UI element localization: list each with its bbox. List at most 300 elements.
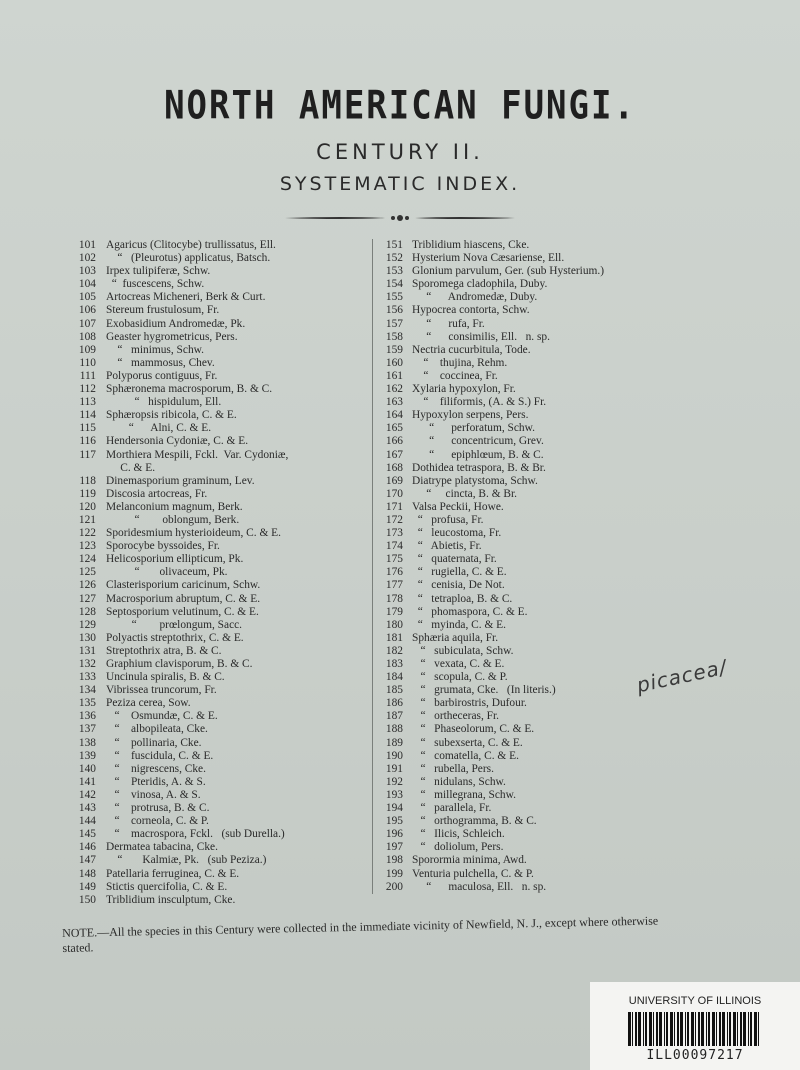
entry-number: 148: [78, 867, 96, 880]
index-entry: [375, 841, 675, 854]
entry-number: 174: [385, 540, 403, 553]
entry-name: “ comatella, C. & E.: [412, 749, 519, 762]
entry-number: 188: [385, 723, 403, 736]
index-entry: [375, 239, 675, 252]
index-entry: [375, 553, 675, 566]
entry-name: Sporormia minima, Awd.: [412, 854, 527, 867]
entry-number: 118: [79, 474, 96, 487]
entry-number: 193: [385, 788, 403, 801]
index-entry: [62, 619, 372, 632]
entry-name: “ myinda, C. & E.: [412, 618, 506, 631]
entry-number: 125: [78, 566, 96, 579]
entry-number: 153: [385, 265, 403, 278]
index-entry: [62, 658, 372, 671]
index-entry: [375, 514, 675, 527]
entry-name: Artocreas Micheneri, Berk & Curt.: [106, 291, 266, 304]
entry-number: 115: [79, 422, 96, 435]
index-entry: [62, 881, 372, 894]
entry-number: 143: [78, 802, 96, 815]
entry-number: 158: [385, 330, 403, 343]
index-entry: [375, 658, 675, 671]
index-entry: [375, 789, 675, 802]
entry-number: 167: [385, 448, 403, 461]
entry-number: 107: [78, 317, 96, 330]
entry-name: “ minimus, Schw.: [106, 343, 204, 356]
index-entry: [62, 593, 372, 606]
index-entry: [62, 750, 372, 763]
entry-name: “ vexata, C. & E.: [412, 658, 505, 670]
entry-name: “ consimilis, Ell. n. sp.: [412, 330, 550, 343]
entry-number: 105: [78, 291, 96, 304]
entry-number: 192: [385, 775, 403, 788]
index-heading: SYSTEMATIC INDEX.: [279, 173, 521, 195]
entry-number: 195: [385, 815, 403, 828]
entry-name: Hysterium Nova Cæsariense, Ell.: [412, 252, 565, 265]
entry-name: Uncinula spiralis, B. & C.: [106, 671, 225, 684]
entry-name: “ vinosa, A. & S.: [106, 788, 201, 801]
index-entry: [375, 671, 675, 684]
entry-number: 181: [385, 631, 403, 644]
entry-number: 139: [78, 749, 96, 762]
entry-name: “ Kalmiæ, Pk. (sub Peziza.): [106, 854, 267, 867]
entry-number: 173: [385, 527, 403, 540]
entry-name: C. & E.: [106, 461, 156, 474]
index-entry: [62, 449, 372, 462]
entry-number: 104: [78, 278, 96, 291]
entry-name: Venturia pulchella, C. & P.: [412, 867, 534, 880]
entry-number: 163: [385, 396, 403, 409]
index-entry: [375, 265, 675, 278]
entry-name: “ cincta, B. & Br.: [412, 487, 518, 500]
index-entry: [62, 422, 372, 435]
entry-name: Triblidium hiascens, Cke.: [412, 239, 530, 251]
entry-name: Agaricus (Clitocybe) trullissatus, Ell.: [106, 239, 276, 251]
entry-number: 183: [385, 658, 403, 670]
entry-name: Helicosporium ellipticum, Pk.: [106, 553, 244, 566]
index-entry: [62, 606, 372, 619]
index-entry: [375, 815, 675, 828]
entry-name: Diatrype platystoma, Schw.: [412, 474, 538, 487]
index-entry: [62, 396, 372, 409]
entry-number: 132: [78, 658, 96, 670]
index-entry: [375, 527, 675, 540]
index-entry: [62, 697, 372, 710]
entry-name: “ grumata, Cke. (In literis.): [412, 684, 556, 697]
entry-name: “ thujina, Rehm.: [412, 356, 508, 369]
entry-number: 184: [385, 671, 403, 684]
index-entry: [375, 462, 675, 475]
entry-number: 130: [78, 631, 96, 644]
index-entry: [62, 265, 372, 278]
entry-name: “ rugiella, C. & E.: [412, 566, 507, 579]
entry-name: “ Osmundæ, C. & E.: [106, 710, 218, 723]
entry-name: Sporocybe byssoides, Fr.: [106, 540, 220, 553]
index-entry: [62, 435, 372, 448]
entry-name: “ cenisia, De Not.: [412, 579, 505, 592]
entry-name: “ Andromedæ, Duby.: [412, 291, 538, 304]
index-entry: [375, 579, 675, 592]
entry-number: 128: [78, 605, 96, 618]
entry-number: 169: [385, 474, 403, 487]
entry-name: Clasterisporium caricinum, Schw.: [106, 579, 261, 592]
entry-name: “ Abietis, Fr.: [412, 540, 482, 553]
entry-name: Streptothrix atra, B. & C.: [106, 644, 222, 657]
entry-name: Xylaria hypoxylon, Fr.: [412, 383, 516, 396]
index-entry: [375, 370, 675, 383]
entry-number: 141: [78, 775, 96, 788]
entry-name: “ prœlongum, Sacc.: [106, 618, 243, 631]
barcode-number: ILL00097217: [646, 1048, 744, 1063]
entry-number: 186: [385, 697, 403, 710]
index-entry: [375, 540, 675, 553]
index-entry: [62, 802, 372, 815]
index-entry: [375, 776, 675, 789]
library-label: [590, 982, 800, 1070]
index-entry: [375, 684, 675, 697]
entry-number: 106: [78, 304, 96, 317]
entry-number: 126: [78, 579, 96, 592]
index-entry: [62, 291, 372, 304]
index-entry: [375, 854, 675, 867]
index-entry: [62, 514, 372, 527]
entry-number: 179: [385, 605, 403, 618]
entry-number: 114: [79, 409, 96, 422]
index-entry: [62, 645, 372, 658]
entry-number: 152: [385, 252, 403, 265]
entry-name: Polyactis streptothrix, C. & E.: [106, 631, 244, 644]
entry-name: “ profusa, Fr.: [412, 513, 484, 526]
index-entry: [375, 645, 675, 658]
index-entry: [62, 553, 372, 566]
entry-number: 138: [78, 736, 96, 749]
index-entry: [62, 383, 372, 396]
entry-number: 196: [385, 828, 403, 841]
entry-name: Vibrissea truncorum, Fr.: [106, 684, 217, 697]
index-entry: [62, 344, 372, 357]
entry-number: 102: [78, 252, 96, 265]
entry-number: 119: [79, 487, 96, 500]
entry-number: 150: [78, 893, 96, 906]
entry-number: 146: [78, 841, 96, 854]
index-entry: [375, 291, 675, 304]
index-entry: [375, 435, 675, 448]
index-entry: [375, 697, 675, 710]
index-entry: [62, 475, 372, 488]
index-entry: [62, 868, 372, 881]
entry-number: 156: [385, 304, 403, 317]
index-entry: [62, 462, 372, 475]
entry-name: Nectria cucurbitula, Tode.: [412, 343, 531, 356]
index-entry: [375, 344, 675, 357]
index-entry: [375, 396, 675, 409]
entry-name: “ orthogramma, B. & C.: [412, 815, 537, 828]
index-entry: [62, 789, 372, 802]
entry-name: “ (Pleurotus) applicatus, Batsch.: [106, 252, 271, 265]
entry-name: Polyporus contiguus, Fr.: [106, 369, 218, 382]
index-entry: [375, 763, 675, 776]
index-entry: [375, 750, 675, 763]
entry-name: Stictis quercifolia, C. & E.: [106, 880, 228, 893]
entry-name: Dermatea tabacina, Cke.: [106, 841, 218, 854]
index-entry: [375, 606, 675, 619]
entry-name: Discosia artocreas, Fr.: [106, 487, 208, 500]
index-entry: [62, 854, 372, 867]
entry-number: 165: [385, 422, 403, 435]
entry-number: 199: [385, 867, 403, 880]
entry-name: Glonium parvulum, Ger. (sub Hysterium.): [412, 265, 605, 278]
entry-number: 110: [79, 356, 96, 369]
entry-number: [62, 462, 106, 475]
entry-number: 144: [78, 815, 96, 828]
entry-name: “ scopula, C. & P.: [412, 671, 508, 684]
index-entry: [62, 304, 372, 317]
entry-name: Sphæria aquila, Fr.: [412, 631, 499, 644]
entry-name: “ ortheceras, Fr.: [412, 710, 499, 723]
index-entry: [375, 710, 675, 723]
index-entry: [62, 540, 372, 553]
entry-name: “ protrusa, B. & C.: [106, 802, 210, 815]
entry-name: “ hispidulum, Ell.: [106, 396, 222, 409]
entry-number: 108: [78, 330, 96, 343]
index-entry: [62, 632, 372, 645]
entry-number: 117: [79, 448, 96, 461]
entry-name: Sphæropsis ribicola, C. & E.: [106, 409, 237, 422]
entry-name: “ leucostoma, Fr.: [412, 527, 502, 540]
entry-number: 180: [385, 618, 403, 631]
entry-number: 182: [385, 644, 403, 657]
entry-name: Irpex tulipiferæ, Schw.: [106, 265, 211, 278]
index-entry: [62, 357, 372, 370]
entry-number: 136: [78, 710, 96, 723]
entry-name: “ corneola, C. & P.: [106, 815, 209, 828]
entry-number: 123: [78, 540, 96, 553]
entry-name: Septosporium velutinum, C. & E.: [106, 605, 259, 618]
entry-name: Hypoxylon serpens, Pers.: [412, 409, 529, 422]
entry-name: “ subexserta, C. & E.: [412, 736, 523, 749]
index-entry: [62, 737, 372, 750]
index-column-right: [372, 239, 675, 894]
entry-number: 103: [78, 265, 96, 278]
index-entry: [62, 815, 372, 828]
entry-number: 111: [79, 369, 96, 382]
entry-number: 197: [385, 841, 403, 854]
entry-number: 109: [78, 343, 96, 356]
index-entry: [375, 278, 675, 291]
entry-name: “ macrospora, Fckl. (sub Durella.): [106, 828, 285, 841]
entry-name: “ mammosus, Chev.: [106, 356, 215, 369]
entry-name: “ phomaspora, C. & E.: [412, 605, 528, 618]
index-entry: [375, 593, 675, 606]
entry-name: Peziza cerea, Sow.: [106, 697, 191, 710]
index-entry: [375, 409, 675, 422]
entry-number: 120: [78, 500, 96, 513]
entry-number: 185: [385, 684, 403, 697]
index-entry: [62, 409, 372, 422]
index-entry: [62, 671, 372, 684]
entry-number: 198: [385, 854, 403, 867]
entry-name: “ millegrana, Schw.: [412, 788, 516, 801]
page-title: NORTH AMERICAN FUNGI.: [164, 83, 636, 129]
entry-name: Sporomega cladophila, Duby.: [412, 278, 548, 291]
index-entry: [375, 737, 675, 750]
entry-name: “ concentricum, Grev.: [412, 435, 544, 448]
entry-name: “ oblongum, Berk.: [106, 513, 240, 526]
handwritten-annotation: picacea/: [634, 654, 730, 698]
index-entry: [62, 239, 372, 252]
entry-number: 149: [78, 880, 96, 893]
entry-number: 127: [78, 592, 96, 605]
entry-name: Valsa Peckii, Howe.: [412, 500, 504, 513]
entry-name: Triblidium insculptum, Cke.: [106, 893, 236, 906]
entry-number: 191: [385, 762, 403, 775]
entry-number: 116: [79, 435, 96, 448]
entry-number: 113: [79, 396, 96, 409]
entry-number: 159: [385, 343, 403, 356]
index-entry: [375, 488, 675, 501]
entry-number: 134: [78, 684, 96, 697]
entry-number: 131: [78, 644, 96, 657]
entry-number: 175: [385, 553, 403, 566]
index-entry: [62, 723, 372, 736]
entry-number: 161: [385, 369, 403, 382]
index-entry: [62, 684, 372, 697]
entry-number: 177: [385, 579, 403, 592]
entry-name: Melanconium magnum, Berk.: [106, 500, 243, 513]
library-institution: UNIVERSITY OF ILLINOIS: [628, 995, 762, 1007]
entry-name: “ Alni, C. & E.: [106, 422, 212, 435]
entry-name: “ perforatum, Schw.: [412, 422, 535, 435]
index-entry: [375, 422, 675, 435]
entry-name: Sphæronema macrosporum, B. & C.: [106, 383, 273, 396]
entry-name: Morthiera Mespili, Fckl. Var. Cydoniæ,: [106, 448, 289, 461]
entry-number: 151: [385, 239, 403, 251]
entry-number: 190: [385, 749, 403, 762]
entry-name: “ subiculata, Schw.: [412, 644, 514, 657]
index-entry: [375, 828, 675, 841]
entry-name: “ fuscidula, C. & E.: [106, 749, 214, 762]
entry-number: 133: [78, 671, 96, 684]
index-entry: [375, 723, 675, 736]
entry-number: 101: [78, 239, 96, 251]
entry-number: 200: [385, 880, 403, 893]
entry-number: 164: [385, 409, 403, 422]
entry-name: “ fuscescens, Schw.: [106, 278, 205, 291]
index-entry: [62, 527, 372, 540]
entry-name: “ parallela, Fr.: [412, 802, 492, 815]
index-entry: [375, 566, 675, 579]
index-entry: [375, 619, 675, 632]
entry-name: “ albopileata, Cke.: [106, 723, 208, 736]
index-entry: [375, 881, 675, 894]
entry-name: “ rufa, Fr.: [412, 317, 485, 330]
entry-number: 140: [78, 762, 96, 775]
entry-name: “ Phaseolorum, C. & E.: [412, 723, 535, 736]
entry-number: 160: [385, 356, 403, 369]
index-entry: [62, 841, 372, 854]
index-entry: [62, 894, 372, 907]
index-entry: [375, 632, 675, 645]
index-entry: [62, 252, 372, 265]
entry-name: Exobasidium Andromedæ, Pk.: [106, 317, 246, 330]
entry-number: 155: [385, 291, 403, 304]
entry-number: 194: [385, 802, 403, 815]
entry-number: 187: [385, 710, 403, 723]
entry-number: 176: [385, 566, 403, 579]
index-entry: [375, 331, 675, 344]
index-entry: [375, 252, 675, 265]
index-entry: [375, 868, 675, 881]
entry-name: Sporidesmium hysterioideum, C. & E.: [106, 527, 281, 540]
entry-number: 172: [385, 513, 403, 526]
entry-name: Dothidea tetraspora, B. & Br.: [412, 461, 546, 474]
index-entry: [62, 278, 372, 291]
entry-name: “ doliolum, Pers.: [412, 841, 504, 854]
index-entry: [62, 776, 372, 789]
index-entry: [62, 579, 372, 592]
entry-name: Stereum frustulosum, Fr.: [106, 304, 220, 317]
entry-number: 142: [78, 788, 96, 801]
ornament-divider-icon: [285, 212, 515, 224]
index-entry: [375, 475, 675, 488]
entry-number: 135: [78, 697, 96, 710]
entry-number: 178: [385, 592, 403, 605]
entry-name: Hypocrea contorta, Schw.: [412, 304, 530, 317]
entry-name: “ coccinea, Fr.: [412, 369, 498, 382]
entry-name: “ filiformis, (A. & S.) Fr.: [412, 396, 547, 409]
index-entry: [375, 383, 675, 396]
entry-number: 162: [385, 383, 403, 396]
entry-number: 121: [78, 513, 96, 526]
index-entry: [62, 566, 372, 579]
century-heading: CENTURY II.: [316, 140, 484, 164]
entry-name: Geaster hygrometricus, Pers.: [106, 330, 238, 343]
entry-name: Patellaria ferruginea, C. & E.: [106, 867, 240, 880]
index-entry: [375, 449, 675, 462]
entry-number: 147: [78, 854, 96, 867]
entry-number: 137: [78, 723, 96, 736]
entry-name: “ quaternata, Fr.: [412, 553, 497, 566]
entry-number: 112: [79, 383, 96, 396]
index-entry: [62, 828, 372, 841]
entry-name: “ nigrescens, Cke.: [106, 762, 206, 775]
index-entry: [62, 763, 372, 776]
index-entry: [62, 370, 372, 383]
entry-name: “ rubella, Pers.: [412, 762, 494, 775]
entry-name: “ olivaceum, Pk.: [106, 566, 228, 579]
entry-number: 154: [385, 278, 403, 291]
index-entry: [62, 488, 372, 501]
index-entry: [375, 501, 675, 514]
entry-name: “ Pteridis, A. & S.: [106, 775, 206, 788]
entry-name: “ tetraploa, B. & C.: [412, 592, 513, 605]
index-entry: [62, 331, 372, 344]
entry-name: “ epiphlœum, B. & C.: [412, 448, 544, 461]
index-entry: [62, 710, 372, 723]
entry-number: 157: [385, 317, 403, 330]
entry-name: “ nidulans, Schw.: [412, 775, 506, 788]
entry-number: 145: [78, 828, 96, 841]
entry-number: 170: [385, 487, 403, 500]
entry-name: “ Ilicis, Schleich.: [412, 828, 505, 841]
index-entry: [375, 304, 675, 317]
footnote: NOTE.—All the species in this Century were collected in the immediate vicinity of Newfield, N. J., except where otherwise stated.: [62, 913, 659, 955]
entry-name: “ barbirostris, Dufour.: [412, 697, 527, 710]
index-entry: [62, 318, 372, 331]
index-entry: [375, 802, 675, 815]
index-entry: [62, 501, 372, 514]
index-column-left: [62, 239, 372, 907]
entry-number: 122: [78, 527, 96, 540]
